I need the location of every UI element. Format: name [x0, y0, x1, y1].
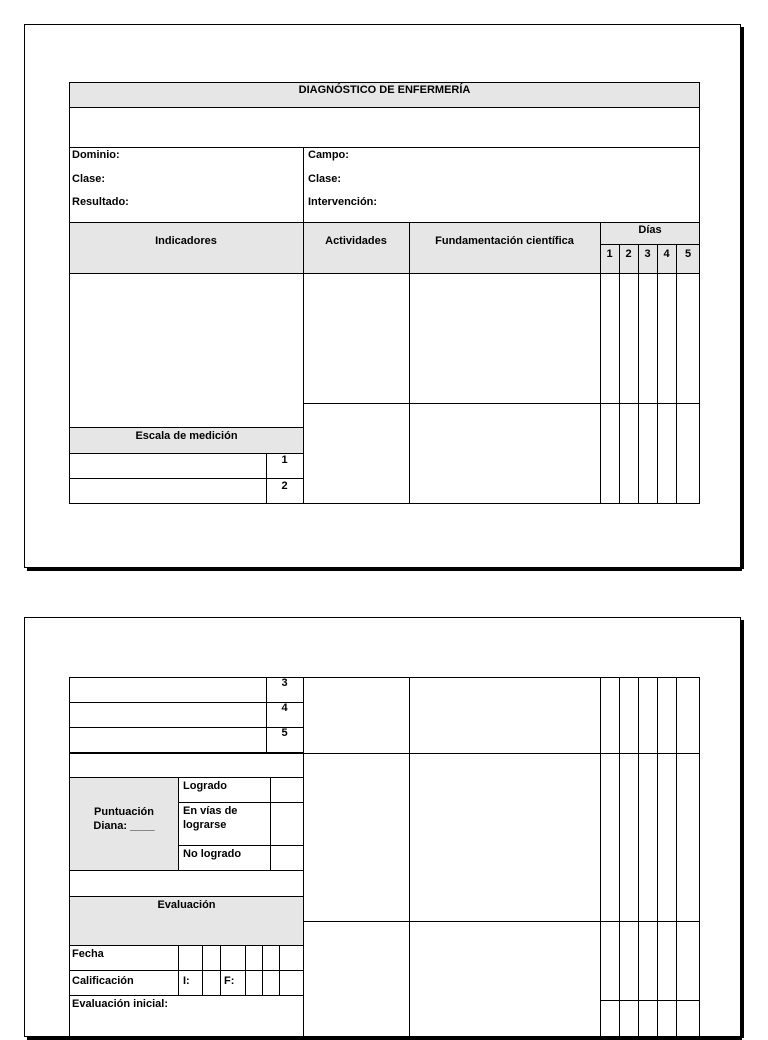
no-logrado-option: No logrado	[183, 848, 242, 860]
diagnosis-title: DIAGNÓSTICO DE ENFERMERÍA	[298, 84, 471, 96]
indicadores-header: Indicadores	[155, 235, 217, 247]
grid-divider	[220, 945, 221, 995]
day-col-divider	[676, 677, 677, 1037]
diagnosis-input-row[interactable]	[69, 107, 700, 148]
intervencion-label: Intervención:	[308, 196, 378, 208]
evaluacion-header	[70, 897, 303, 945]
diagnosis-title-bar	[69, 82, 700, 108]
option-row-line	[69, 870, 304, 871]
day-col-divider	[638, 677, 639, 1037]
clase-right-label: Clase:	[308, 173, 342, 185]
day-col-divider	[657, 677, 658, 1037]
initial-score-label: I:	[183, 975, 190, 987]
actividades-header: Actividades	[325, 235, 387, 247]
scale-number: 2	[281, 480, 288, 492]
logrado-checkbox[interactable]	[271, 778, 303, 801]
body-area-2	[303, 677, 700, 1037]
dominio-label: Dominio:	[72, 149, 120, 161]
header-divider-1	[303, 222, 304, 274]
en-vias-checkbox[interactable]	[271, 803, 303, 844]
day-row-divider	[600, 1000, 700, 1001]
fields-divider	[303, 147, 304, 223]
row-divider	[69, 995, 304, 996]
en-vias-option-line2: lograrse	[183, 819, 227, 831]
dias-header: Días	[638, 224, 662, 236]
no-logrado-checkbox[interactable]	[271, 846, 303, 869]
grid-divider	[262, 945, 263, 995]
row-divider	[69, 970, 304, 971]
escala-header	[69, 427, 304, 454]
campo-label: Campo:	[308, 149, 349, 161]
day-number: 3	[644, 248, 651, 260]
escala-label: Escala de medición	[135, 430, 238, 442]
scale-number: 4	[281, 702, 288, 714]
grid-divider	[178, 945, 179, 995]
fecha-label: Fecha	[72, 948, 104, 960]
col-divider	[409, 273, 410, 504]
day-number: 2	[625, 248, 632, 260]
col-divider	[600, 677, 601, 1037]
col-divider	[600, 273, 601, 504]
day-col-divider	[619, 677, 620, 1037]
day-number: 1	[606, 248, 613, 260]
scale-row-line	[69, 478, 304, 479]
calificacion-label: Calificación	[72, 975, 134, 987]
day-number: 4	[663, 248, 670, 260]
diana-label: Diana: ____	[93, 820, 155, 832]
puntuacion-divider	[178, 777, 179, 870]
grid-divider	[279, 945, 280, 995]
day-number: 5	[684, 248, 692, 260]
day-col-divider	[619, 273, 620, 504]
scale-number: 5	[281, 727, 288, 739]
grid-divider	[245, 945, 246, 995]
grid-divider	[202, 945, 203, 995]
evaluacion-inicial-label: Evaluación inicial:	[72, 998, 168, 1010]
fundamentacion-header: Fundamentación científica	[435, 235, 574, 247]
day-col-divider	[676, 273, 677, 504]
day-col-divider	[657, 273, 658, 504]
final-score-label: F:	[224, 975, 235, 987]
day-col-divider	[638, 273, 639, 504]
row-divider	[303, 753, 700, 754]
en-vias-option-line1: En vías de	[183, 805, 238, 817]
row-divider	[303, 921, 700, 922]
scale-number: 3	[281, 677, 288, 689]
clase-left-label: Clase:	[72, 173, 106, 185]
row-divider	[69, 945, 304, 946]
col-divider	[409, 677, 410, 1037]
puntuacion-label: Puntuación	[94, 806, 154, 818]
scale-number: 1	[281, 454, 288, 466]
header-divider-2	[409, 222, 410, 274]
body-area-1	[69, 273, 700, 504]
fields-section	[69, 147, 700, 223]
col-divider	[303, 273, 304, 504]
dias-underline	[600, 244, 700, 245]
resultado-label: Resultado:	[72, 196, 129, 208]
row-divider	[303, 403, 700, 404]
logrado-option: Logrado	[183, 780, 227, 792]
evaluacion-label: Evaluación	[157, 899, 216, 911]
